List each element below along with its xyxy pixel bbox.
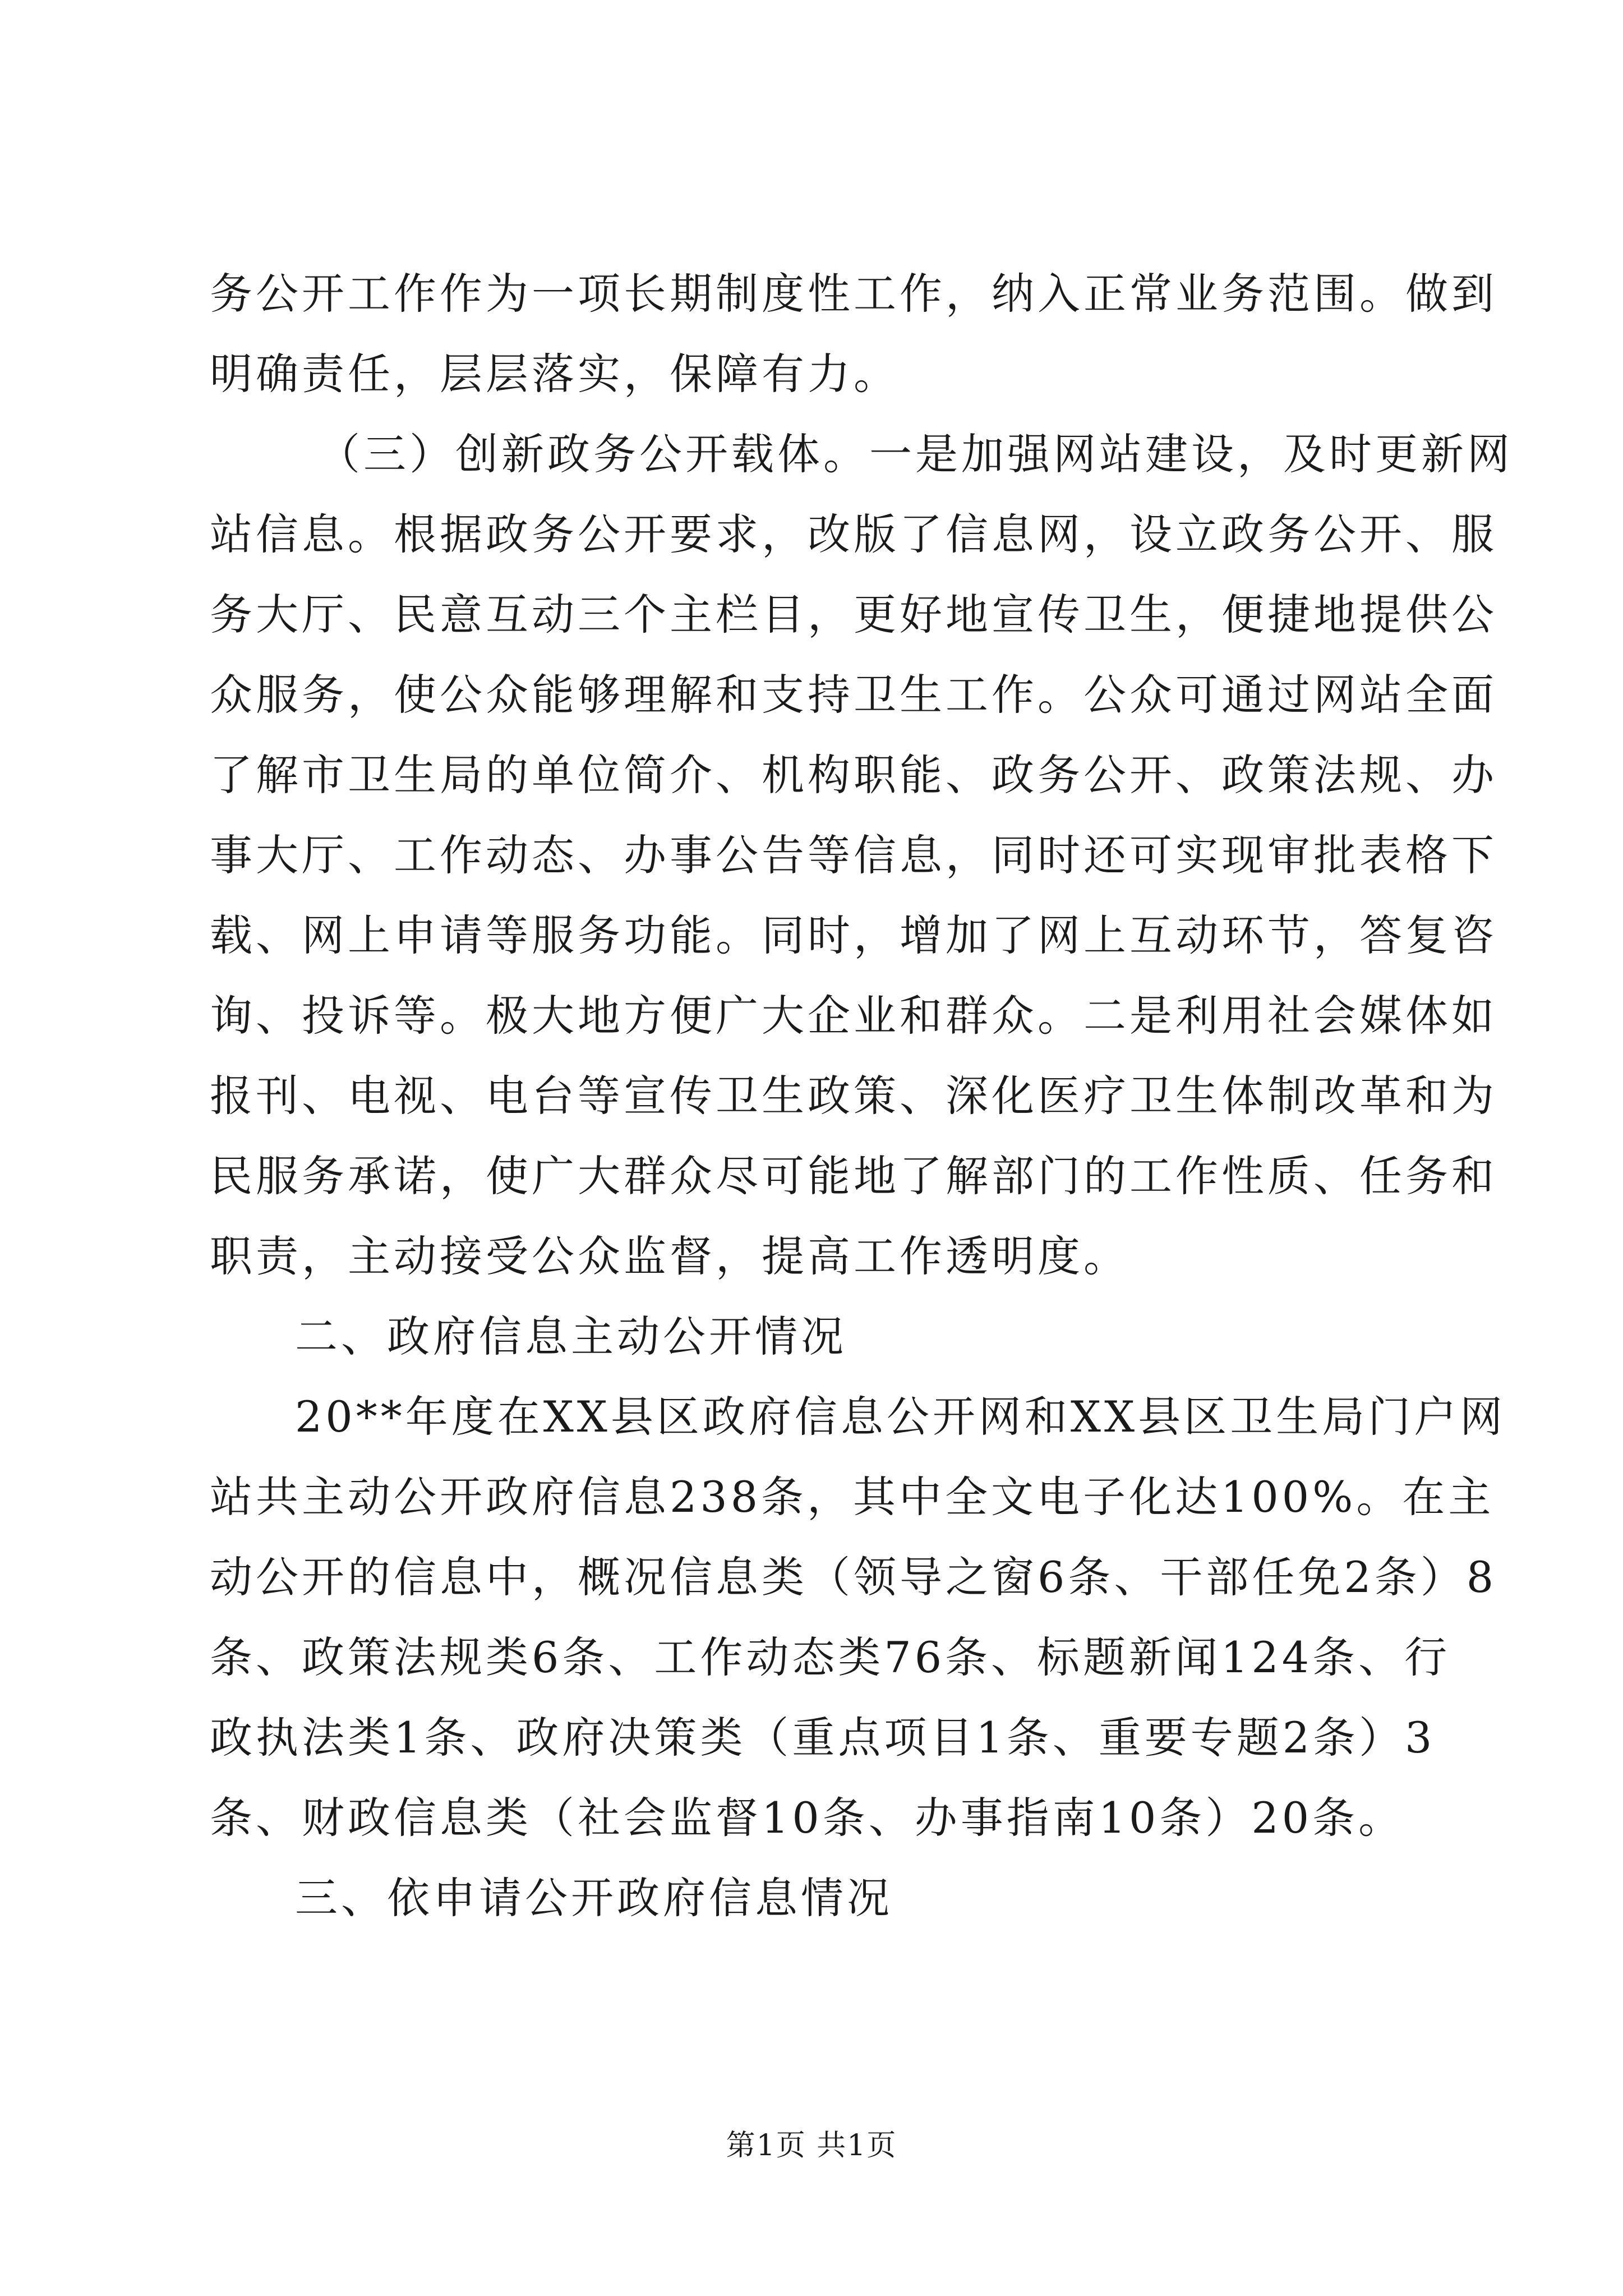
- paragraph-first-line: 20**年度在XX县区政府信息公开网和XX县区卫生局门户网: [295, 1392, 1506, 1442]
- body-line: 明确责任，层层落实，保障有力。: [210, 349, 900, 399]
- body-line: 条、财政信息类（社会监督10条、办事指南10条）20条。: [210, 1793, 1405, 1843]
- body-line: 询、投诉等。极大地方便广大企业和群众。二是利用社会媒体如: [210, 991, 1497, 1041]
- document-body: [210, 254, 1513, 1938]
- section-heading-line: （三）创新政务公开载体。一是加强网站建设，及时更新网: [317, 429, 1513, 479]
- body-line: 事大厅、工作动态、办事公告等信息，同时还可实现审批表格下: [210, 830, 1497, 880]
- body-line: 动公开的信息中，概况信息类（领导之窗6条、干部任免2条）8: [210, 1552, 1497, 1602]
- body-line: 民服务承诺，使广大群众尽可能地了解部门的工作性质、任务和: [210, 1151, 1497, 1201]
- body-line: 站共主动公开政府信息238条，其中全文电子化达100%。在主: [210, 1472, 1495, 1522]
- body-line: 报刊、电视、电台等宣传卫生政策、深化医疗卫生体制改革和为: [210, 1071, 1497, 1121]
- body-line: 政执法类1条、政府决策类（重点项目1条、重要专题2条）3: [210, 1713, 1436, 1763]
- body-line: 众服务，使公众能够理解和支持卫生工作。公众可通过网站全面: [210, 670, 1497, 720]
- body-line: 载、网上申请等服务功能。同时，增加了网上互动环节，答复咨: [210, 910, 1497, 960]
- section-heading: 三、依申请公开政府信息情况: [295, 1873, 893, 1923]
- body-line: 务公开工作作为一项长期制度性工作，纳入正常业务范围。做到: [210, 269, 1497, 319]
- body-line: 了解市卫生局的单位简介、机构职能、政务公开、政策法规、办: [210, 750, 1497, 800]
- section-heading: 二、政府信息主动公开情况: [295, 1312, 847, 1361]
- page-footer: [0, 2126, 1623, 2165]
- body-line: 务大厅、民意互动三个主栏目，更好地宣传卫生，便捷地提供公: [210, 590, 1497, 639]
- body-line: 职责，主动接受公众监督，提高工作透明度。: [210, 1231, 1129, 1281]
- page-number: 第1页 共1页: [726, 2129, 897, 2162]
- body-line: 条、政策法规类6条、工作动态类76条、标题新闻124条、行: [210, 1632, 1451, 1682]
- body-line: 站信息。根据政务公开要求，改版了信息网，设立政务公开、服: [210, 509, 1497, 559]
